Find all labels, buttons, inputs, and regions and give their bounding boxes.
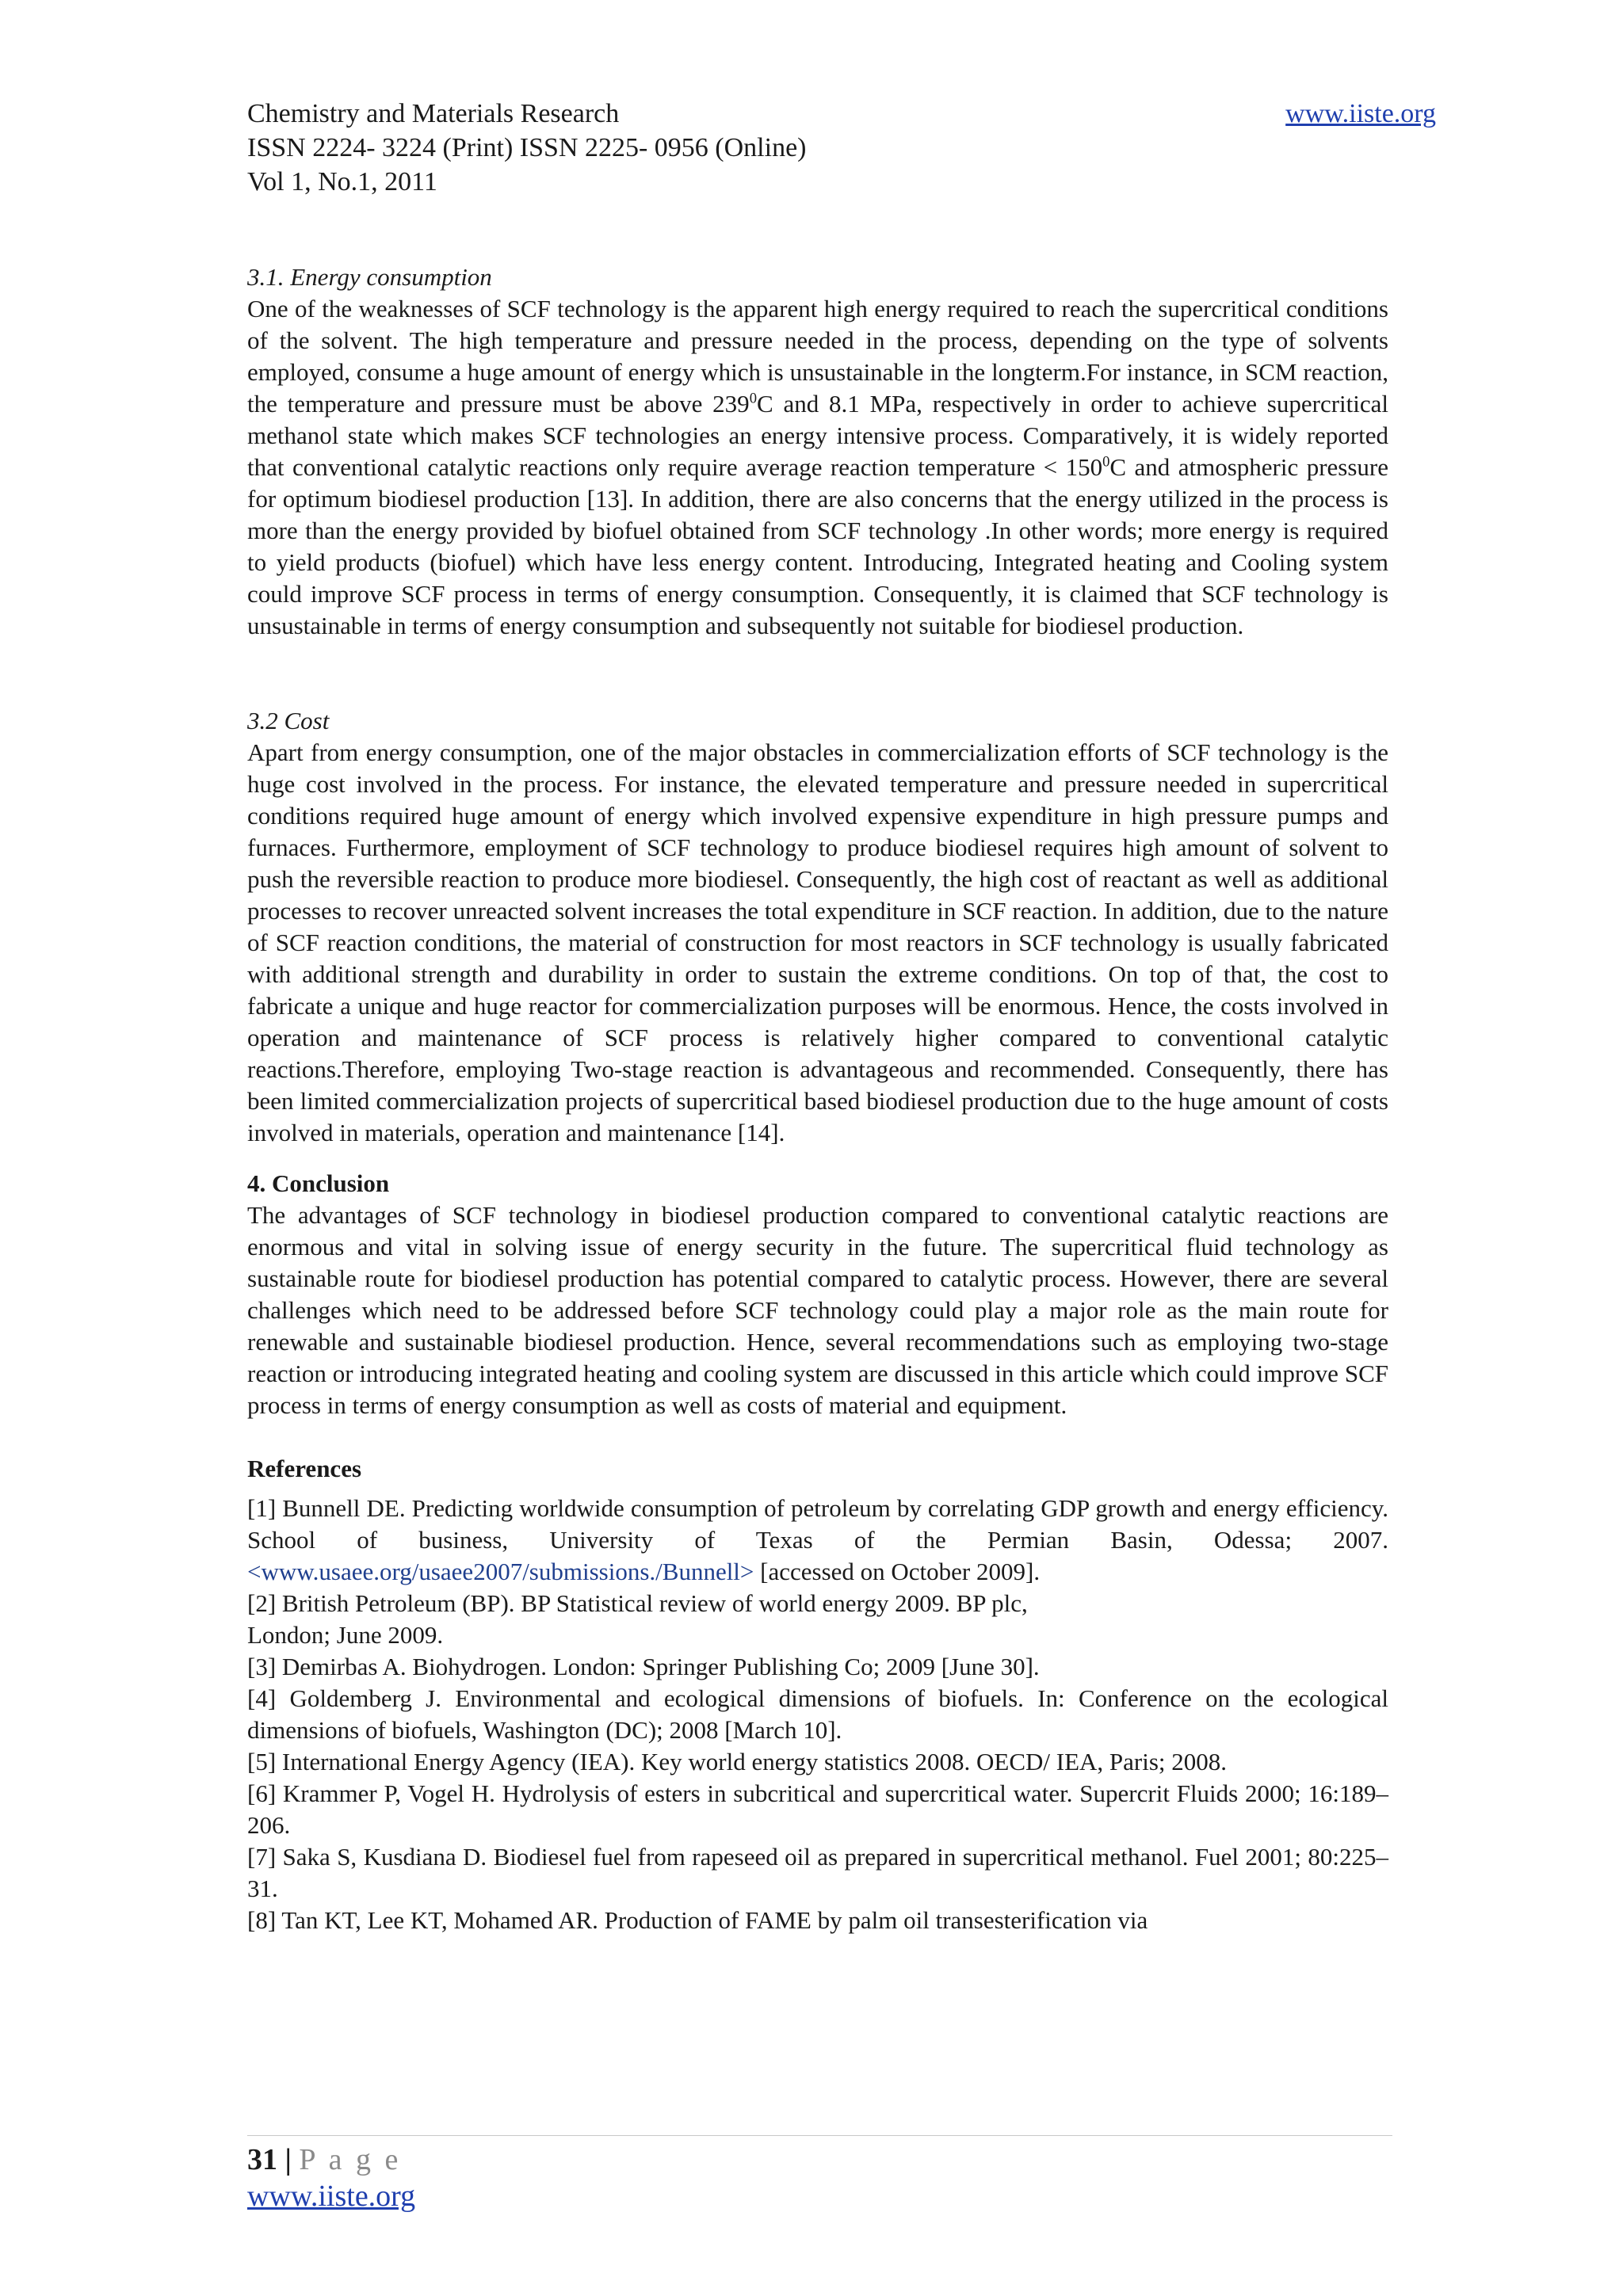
reference-1 <box>247 1493 1388 1588</box>
reference-1-access: [accessed on October 2009]. <box>754 1558 1041 1585</box>
section-3-2-title: 3.2 Cost <box>247 707 330 734</box>
page-header <box>247 97 1436 199</box>
page-number-line <box>247 2142 415 2178</box>
page-separator: | <box>277 2143 300 2176</box>
s31-text-2: C and 8.1 MPa, respectively in order to achieve supercritical methanol state which makes SCF technologies an energy intensive process. Comparatively, it is widely reported that conventional catalytic reactions only require average reaction temperature < 150 <box>247 390 1389 481</box>
reference-2-line-1: [2] British Petroleum (BP). BP Statistical review of world energy 2009. BP plc, <box>247 1589 1028 1617</box>
page-footer <box>247 2142 415 2214</box>
reference-2-line-2: London; June 2009. <box>247 1621 444 1649</box>
reference-6: [6] Krammer P, Vogel H. Hydrolysis of esters in subcritical and supercritical water. Supercrit Fluids 2000; 16:189–206. <box>247 1779 1388 1839</box>
references-title: References <box>247 1455 362 1482</box>
section-4-title: 4. Conclusion <box>247 1169 390 1197</box>
page-number: 31 <box>247 2143 277 2176</box>
section-4-paragraph: The advantages of SCF technology in biodiesel production compared to conventional catalytic reactions are enormous and vital in solving issue of energy security in the future. The supercritical fluid technology as sustainable route for biodiesel production has potential compared to catalytic process. However, there are several challenges which need to be addressed before SCF technology could play a major role as the main route for renewable and sustainable biodiesel production. Hence, several recommendations such as employing two-stage reaction or introducing integrated heating and cooling system are discussed in this article which could improve SCF process in terms of energy consumption as well as costs of material and equipment. <box>247 1201 1388 1419</box>
section-3-2-paragraph: Apart from energy consumption, one of the major obstacles in commercialization efforts of SCF technology is the huge cost involved in the process. For instance, the elevated temperature and pressure needed in supercritical conditions required huge amount of energy which involved expensive expenditure in high pressure pumps and furnaces. Furthermore, employment of SCF technology to produce biodiesel requires high amount of solvent to push the reversible reaction to produce more biodiesel. Consequently, the high cost of reactant as well as additional processes to recover unreacted solvent increases the total expenditure in SCF reaction. In addition, due to the nature of SCF reaction conditions, the material of construction for most reactors in SCF technology is usually fabricated with additional strength and durability in order to sustain the extreme conditions. On top of that, the cost to fabricate a unique and huge reactor for commercialization purposes will be enormous. Hence, the costs involved in operation and maintenance of SCF process is relatively higher compared to conventional catalytic reactions.Therefore, employing Two-stage reaction is advantageous and recommended. Consequently, there has been limited commercialization projects of supercritical based biodiesel production due to the huge amount of costs involved in materials, operation and maintenance [14]. <box>247 738 1388 1146</box>
reference-3: [3] Demirbas A. Biohydrogen. London: Springer Publishing Co; 2009 [June 30]. <box>247 1653 1040 1680</box>
s31-text-3: C and atmospheric pressure for optimum biodiesel production [13]. In addition, there are also concerns that the energy utilized in the process is more than the energy provided by biofuel obtained from SCF technology .In other words; more energy is required to yield products (biofuel) which have less energy content. Introducing, Integrated heating and Cooling system could improve SCF process in terms of energy consumption. Consequently, it is claimed that SCF technology is unsustainable in terms of energy consumption and subsequently not suitable for biodiesel production. <box>247 453 1389 639</box>
degree-superscript: 0 <box>1102 453 1110 471</box>
reference-4: [4] Goldemberg J. Environmental and ecological dimensions of biofuels. In: Conference on the ecological dimensions of biofuels, Washington (DC); 2008 [March 10]. <box>247 1684 1388 1744</box>
section-3-1-title: 3.1. Energy consumption <box>247 263 492 291</box>
degree-superscript: 0 <box>749 390 757 407</box>
issn-line: ISSN 2224- 3224 (Print) ISSN 2225- 0956 (Online) <box>247 133 807 162</box>
reference-5: [5] International Energy Agency (IEA). Key world energy statistics 2008. OECD/ IEA, Paris; 2008. <box>247 1748 1228 1775</box>
volume-line: Vol 1, No.1, 2011 <box>247 167 437 196</box>
header-row-1 <box>247 97 1436 131</box>
article-body <box>247 261 1388 1936</box>
reference-8: [8] Tan KT, Lee KT, Mohamed AR. Production of FAME by palm oil transesterification via <box>247 1906 1148 1934</box>
section-3-1-paragraph <box>247 293 1388 642</box>
reference-1-text: [1] Bunnell DE. Predicting worldwide consumption of petroleum by correlating GDP growth and energy efficiency. School of business, University of Texas of the Permian Basin, Odessa; 2007. <box>247 1494 1388 1554</box>
footer-divider <box>247 2135 1392 2136</box>
journal-link[interactable]: www.iiste.org <box>1285 99 1436 128</box>
page-label: P a g e <box>299 2143 402 2176</box>
journal-name: Chemistry and Materials Research <box>247 99 620 128</box>
reference-7: [7] Saka S, Kusdiana D. Biodiesel fuel from rapeseed oil as prepared in supercritical methanol. Fuel 2001; 80:225–31. <box>247 1843 1388 1902</box>
footer-link[interactable]: www.iiste.org <box>247 2180 416 2213</box>
reference-1-url[interactable]: <www.usaee.org/usaee2007/submissions./Bunnell> <box>247 1558 754 1585</box>
s31-text-1: One of the weaknesses of SCF technology is the apparent high energy required to reach the supercritical conditions of the solvent. The high temperature and pressure needed in the process, depending on the type of solvents employed, consume a huge amount of energy which is unsustainable in the longterm.For instance, in SCM reaction, the temperature and pressure must be above 239 <box>247 295 1388 418</box>
